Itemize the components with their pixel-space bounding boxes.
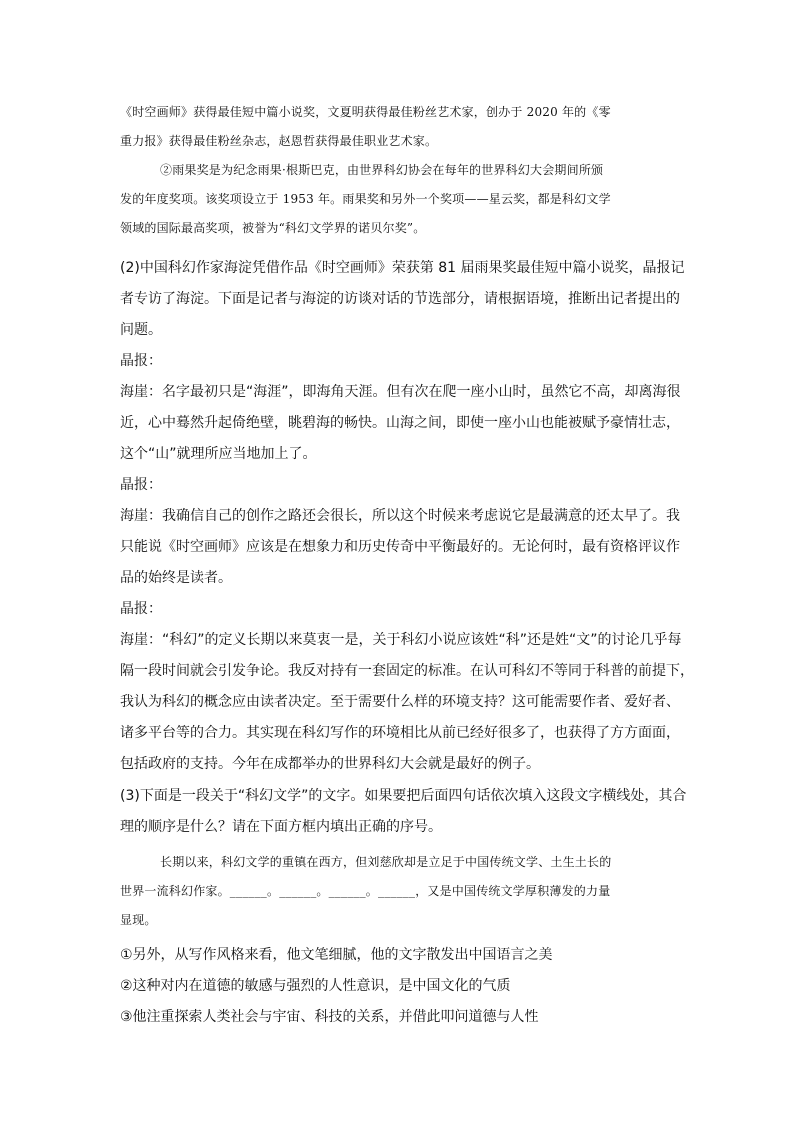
interviewer-label: 晶报： [120, 477, 162, 493]
text-line: 只能说《时空画师》应该是在想象力和历史传奇中平衡最好的。无论何时，最有资格评议作 [120, 539, 680, 555]
text-line: 品的始终是读者。 [120, 570, 232, 586]
option-3: ③他注重探索人类社会与宇宙、科技的关系，并借此叩问道德与人性 [120, 1009, 539, 1025]
text-line: 近，心中蓦然升起倚绝壁，眺碧海的畅快。山海之间，即使一座小山也能被赋予豪情壮志， [120, 415, 680, 431]
text-line: 包括政府的支持。今年在成都举办的世界科幻大会就是最好的例子。 [120, 756, 540, 772]
options-list [120, 940, 680, 1033]
text-line: 我认为科幻的概念应由读者决定。至于需要什么样的环境支持？这可能需要作者、爱好者、 [120, 694, 680, 710]
text-line: 显现。 [120, 913, 157, 927]
text-line: 问题。 [120, 322, 162, 338]
interviewer-label: 晶报： [120, 353, 162, 369]
text-line: 重力报》获得最佳粉丝杂志，赵恩哲获得最佳职业艺术家。 [120, 134, 438, 148]
option-1: ①另外，从写作风格来看，他文笔细腻，他的文字散发出中国语言之美 [120, 947, 553, 963]
text-line: 发的年度奖项。该奖项设立于 1953 年。雨果奖和另外一个奖项——星云奖，都是科幻文学 [120, 192, 611, 206]
text-line: 海崖：我确信自己的创作之路还会很长，所以这个时候来考虑说它是最满意的还太早了。我 [120, 508, 680, 524]
text-line: ②雨果奖是为纪念雨果·根斯巴克，由世界科幻协会在每年的世界科幻大会期间所颁 [160, 163, 604, 177]
option-2: ②这种对内在道德的敏感与强烈的人性意识，是中国文化的气质 [120, 978, 511, 994]
text-line: 这个“山”就理所应当地加上了。 [120, 446, 317, 462]
text-line: 者专访了海淀。下面是记者与海淀的访谈对话的节选部分，请根据语境，推断出记者提出的 [120, 291, 680, 307]
interview-section [120, 346, 694, 780]
question-2 [120, 253, 685, 346]
text-line: 《时空画师》获得最佳短中篇小说奖，文夏明获得最佳粉丝艺术家，创办于 2020 年的《零 [120, 105, 611, 119]
interviewer-label: 晶报： [120, 601, 162, 617]
passage [120, 848, 680, 935]
text-line: (2)中国科幻作家海淀凭借作品《时空画师》荣获第 81 届雨果奖最佳短中篇小说奖，晶报记 [120, 260, 685, 276]
question-3 [120, 781, 687, 843]
text-line: 海崖：名字最初只是“海涯”，即海角天涯。但有次在爬一座小山时，虽然它不高，却离海很 [120, 384, 681, 400]
text-line: 理的顺序是什么？请在下面方框内填出正确的序号。 [120, 819, 442, 835]
award-paragraph-2 [120, 156, 680, 243]
text-line: 海崖：“科幻”的定义长期以来莫衷一是，关于科幻小说应该姓“科”还是姓“文”的讨论几乎每 [120, 632, 682, 648]
text-line: 隔一段时间就会引发争论。我反对持有一套固定的标准。在认可科幻不等同于科普的前提下， [120, 663, 694, 679]
award-paragraph-1 [120, 98, 680, 156]
text-line: 领域的国际最高奖项，被誉为“科幻文学界的诺贝尔奖”。 [120, 221, 426, 235]
text-line: 诸多平台等的合力。其实现在科幻写作的环境相比从前已经好很多了，也获得了方方面面， [120, 725, 680, 741]
text-line: 长期以来，科幻文学的重镇在西方，但刘慈欣却是立足于中国传统文学、土生土长的 [160, 855, 612, 869]
text-line: (3)下面是一段关于“科幻文学”的文字。如果要把后面四句话依次填入这段文字横线处，其合 [120, 788, 687, 804]
text-line: 世界一流科幻作家。______。______。______。______，又是中国传统文学厚积薄发的力量 [120, 884, 611, 898]
